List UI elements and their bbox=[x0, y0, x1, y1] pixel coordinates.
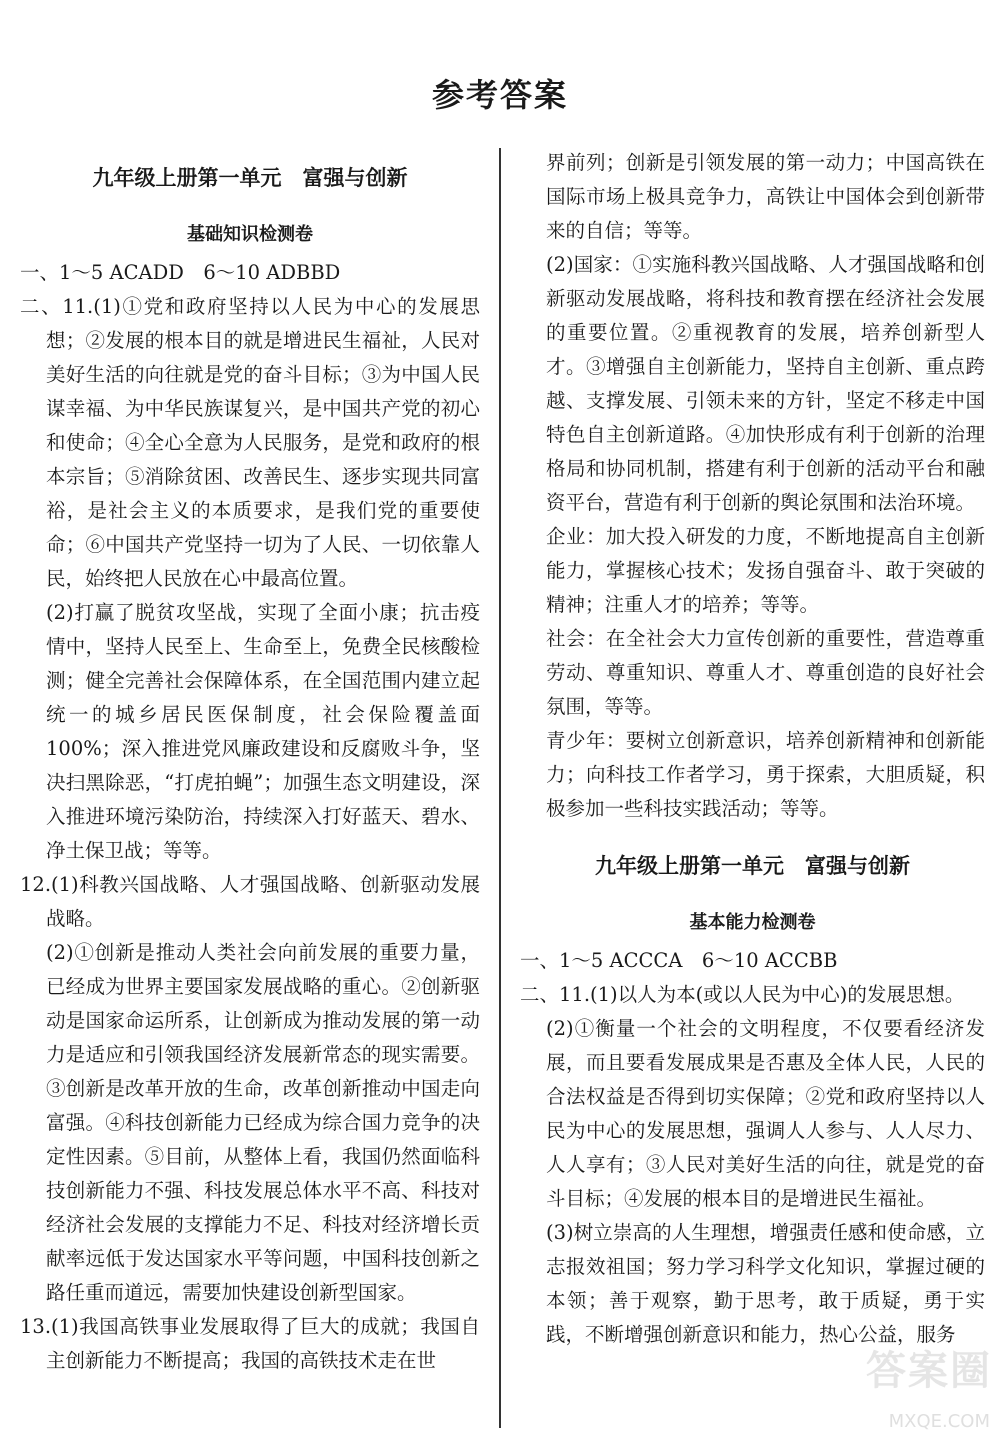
left-column bbox=[20, 146, 480, 1378]
sub-heading-ability: 基本能力检测卷 bbox=[689, 912, 816, 933]
watermark-url: MXQE.COM bbox=[888, 1411, 990, 1432]
answer-paragraph: 一、1～5 ACADD 6～10 ADBBD bbox=[20, 261, 341, 284]
answer-paragraph: (2)国家：①实施科教兴国战略、人才强国战略和创新驱动发展战略，将科技和教育摆在经济社会发展的重要位置。②重视教育的发展，培养创新型人才。③增强自主创新能力，坚持自主创新、重点跨越、支撑发展、引领未来的方针，坚定不移走中国特色自主创新道路。④加快形成有利于创新的治理格局和协同机制，搭建有利于创新的活动平台和融资平台，营造有利于创新的舆论氛围和法治环境。 bbox=[546, 253, 985, 514]
answer-paragraph: (2)①衡量一个社会的文明程度，不仅要看经济发展，而且要看发展成果是否惠及全体人民，人民的合法权益是否得到切实保障；②党和政府坚持以人民为中心的发展思想，强调人人参与、人人尽力、人人享有；③人民对美好生活的向往，就是党的奋斗目标；④发展的根本目的是增进民生福祉。 bbox=[546, 1017, 985, 1210]
answer-paragraph: (2)打赢了脱贫攻坚战，实现了全面小康；抗击疫情中，坚持人民至上、生命至上，免费全民核酸检测；健全完善社会保障体系，在全国范围内建立起统一的城乡居民医保制度，社会保险覆盖面100%；深入推进党风廉政建设和反腐败斗争，坚决扫黑除恶，“打虎拍蝇”；加强生态文明建设，深入推进环境污染防治，持续深入打好蓝天、碧水、净土保卫战；等等。 bbox=[46, 601, 480, 862]
page-title: 参考答案 bbox=[431, 76, 568, 114]
answer-paragraph: (3)树立崇高的人生理想，增强责任感和使命感，立志报效祖国；努力学习科学文化知识，掌握过硬的本领；善于观察，勤于思考，敢于质疑，勇于实践，不断增强创新意识和能力，热心公益，服务 bbox=[546, 1221, 985, 1346]
right-answer-list-bottom bbox=[520, 944, 985, 1352]
answer-paragraph: 界前列；创新是引领发展的第一动力；中国高铁在国际市场上极具竞争力，高铁让中国体会到创新带来的自信；等等。 bbox=[546, 151, 985, 242]
answer-paragraph: 12.(1)科教兴国战略、人才强国战略、创新驱动发展战略。 bbox=[20, 873, 480, 930]
answer-paragraph: 青少年：要树立创新意识，培养创新精神和创新能力；向科技工作者学习，勇于探索，大胆质疑，积极参加一些科技实践活动；等等。 bbox=[546, 729, 985, 820]
answer-paragraph: 13.(1)我国高铁事业发展取得了巨大的成就；我国自主创新能力不断提高；我国的高铁技术走在世 bbox=[20, 1315, 480, 1372]
watermark-logo: 答案圈 bbox=[866, 1348, 992, 1394]
unit-heading-left: 九年级上册第一单元 富强与创新 bbox=[92, 166, 408, 190]
answer-paragraph: 二、11.(1)以人为本(或以人民为中心)的发展思想。 bbox=[520, 983, 965, 1006]
column-divider bbox=[499, 148, 501, 1428]
answer-paragraph: 社会：在全社会大力宣传创新的重要性，营造尊重劳动、尊重知识、尊重人才、尊重创造的良好社会氛围，等等。 bbox=[546, 627, 985, 718]
left-answer-list bbox=[20, 256, 480, 1378]
sub-heading-basic: 基础知识检测卷 bbox=[187, 224, 313, 245]
answer-paragraph: 二、11.(1)①党和政府坚持以人民为中心的发展思想；②发展的根本目的就是增进民生福祉，人民对美好生活的向往就是党的奋斗目标；③为中国人民谋幸福、为中华民族谋复兴，是中国共产党的初心和使命；④全心全意为人民服务，是党和政府的根本宗旨；⑤消除贫困、改善民生、逐步实现共同富裕，是社会主义的本质要求，是我们党的重要使命；⑥中国共产党坚持一切为了人民、一切依靠人民，始终把人民放在心中最高位置。 bbox=[20, 295, 480, 590]
right-column bbox=[520, 146, 985, 1352]
unit-heading-right: 九年级上册第一单元 富强与创新 bbox=[595, 854, 910, 878]
answer-paragraph: 一、1～5 ACCCA 6～10 ACCBB bbox=[520, 949, 838, 972]
answer-paragraph: (2)①创新是推动人类社会向前发展的重要力量，已经成为世界主要国家发展战略的重心。②创新驱动是国家命运所系，让创新成为推动发展的第一动力是适应和引领我国经济发展新常态的现实需要。③创新是改革开放的生命，改革创新推动中国走向富强。④科技创新能力已经成为综合国力竞争的决定性因素。⑤目前，从整体上看，我国仍然面临科技创新能力不强、科技发展总体水平不高、科技对经济社会发展的支撑能力不足、科技对经济增长贡献率远低于发达国家水平等问题，中国科技创新之路任重而道远，需要加快建设创新型国家。 bbox=[46, 941, 480, 1304]
right-answer-list-top bbox=[520, 146, 985, 826]
answer-paragraph: 企业：加大投入研发的力度，不断地提高自主创新能力，掌握核心技术；发扬自强奋斗、敢于突破的精神；注重人才的培养；等等。 bbox=[546, 525, 985, 616]
